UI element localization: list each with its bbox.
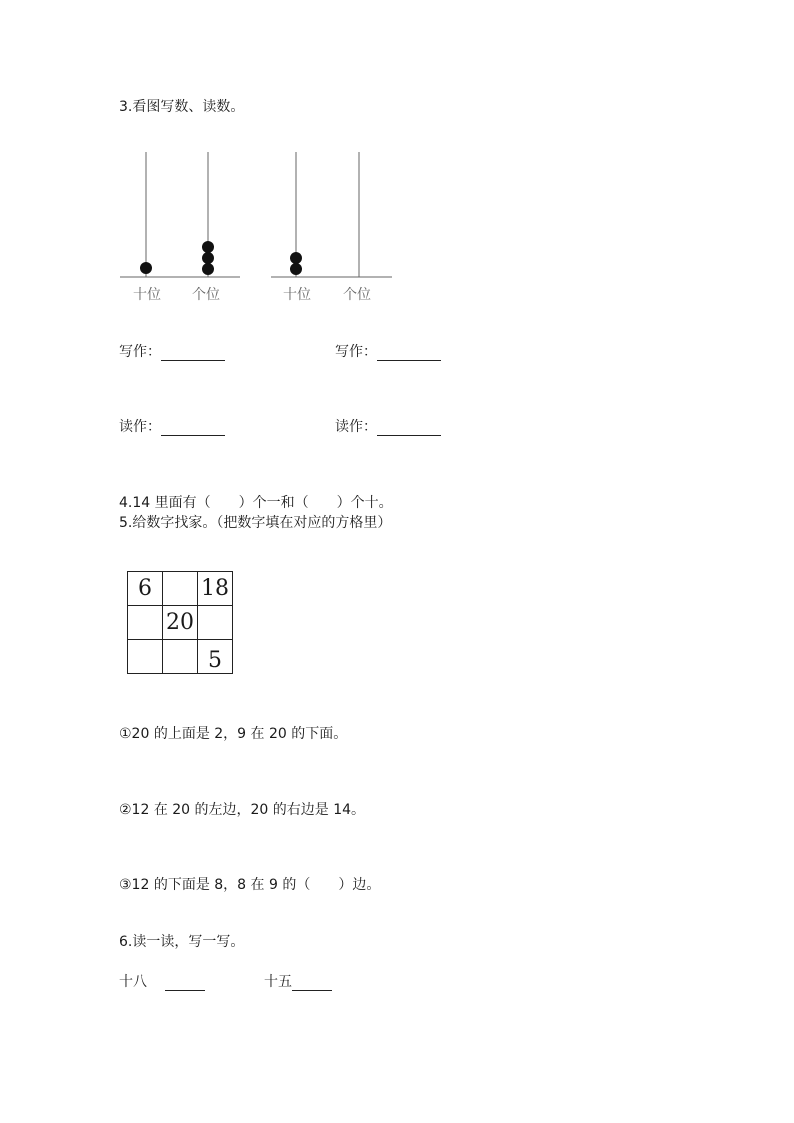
question-5-title: 5.给数字找家。（把数字填在对应的方格里） bbox=[119, 515, 392, 531]
number-word: 十八 bbox=[119, 974, 147, 990]
grid-cell[interactable]: 20 bbox=[163, 606, 198, 640]
grid-cell[interactable]: 6 bbox=[128, 572, 163, 606]
bead bbox=[140, 262, 152, 274]
read-label: 读作： bbox=[119, 419, 161, 435]
answer-blank[interactable] bbox=[161, 345, 225, 361]
number-word: 十五 bbox=[264, 974, 292, 990]
grid-cell[interactable] bbox=[198, 606, 233, 640]
abacus-1 bbox=[120, 152, 240, 277]
grid-row bbox=[128, 572, 233, 606]
question-4: 4.14 里面有（ ）个一和（ ）个十。 bbox=[119, 495, 393, 511]
grid-cell[interactable]: 18 bbox=[198, 572, 233, 606]
bead bbox=[290, 263, 302, 275]
number-grid bbox=[127, 571, 233, 674]
answer-blank[interactable] bbox=[377, 345, 441, 361]
answer-blank[interactable] bbox=[165, 975, 205, 991]
grid-row bbox=[128, 640, 233, 674]
read-label: 读作： bbox=[335, 419, 377, 435]
abacus-2-ones-label: 个位 bbox=[343, 287, 371, 303]
answer-blank[interactable] bbox=[377, 420, 441, 436]
clue-3: ③12 的下面是 8，8 在 9 的（ ）边。 bbox=[119, 877, 381, 893]
abacus-1-tens-label: 十位 bbox=[133, 287, 161, 303]
write-row-2 bbox=[335, 343, 441, 361]
clue-1: ①20 的上面是 2，9 在 20 的下面。 bbox=[119, 726, 348, 742]
question-6-title: 6.读一读，写一写。 bbox=[119, 934, 245, 950]
bead bbox=[290, 252, 302, 264]
abacus-figure bbox=[0, 0, 794, 320]
abacus-2 bbox=[271, 152, 392, 277]
grid-cell[interactable] bbox=[163, 572, 198, 606]
grid-cell[interactable] bbox=[163, 640, 198, 674]
question-3-title: 3.看图写数、读数。 bbox=[119, 99, 245, 115]
grid-cell[interactable]: 5 bbox=[198, 640, 233, 674]
write-label: 写作： bbox=[119, 344, 161, 360]
read-row-2 bbox=[335, 418, 441, 436]
abacus-2-tens-label: 十位 bbox=[283, 287, 311, 303]
read-row-1 bbox=[119, 418, 225, 436]
write-row-1 bbox=[119, 343, 225, 361]
grid-cell[interactable] bbox=[128, 606, 163, 640]
answer-blank[interactable] bbox=[292, 975, 332, 991]
question-6-item-2 bbox=[264, 973, 332, 991]
answer-blank[interactable] bbox=[161, 420, 225, 436]
write-label: 写作： bbox=[335, 344, 377, 360]
bead bbox=[202, 241, 214, 253]
bead bbox=[202, 263, 214, 275]
clue-2: ②12 在 20 的左边，20 的右边是 14。 bbox=[119, 802, 366, 818]
abacus-1-ones-label: 个位 bbox=[192, 287, 220, 303]
question-6-item-1 bbox=[119, 973, 205, 991]
grid-cell[interactable] bbox=[128, 640, 163, 674]
grid-row bbox=[128, 606, 233, 640]
bead bbox=[202, 252, 214, 264]
